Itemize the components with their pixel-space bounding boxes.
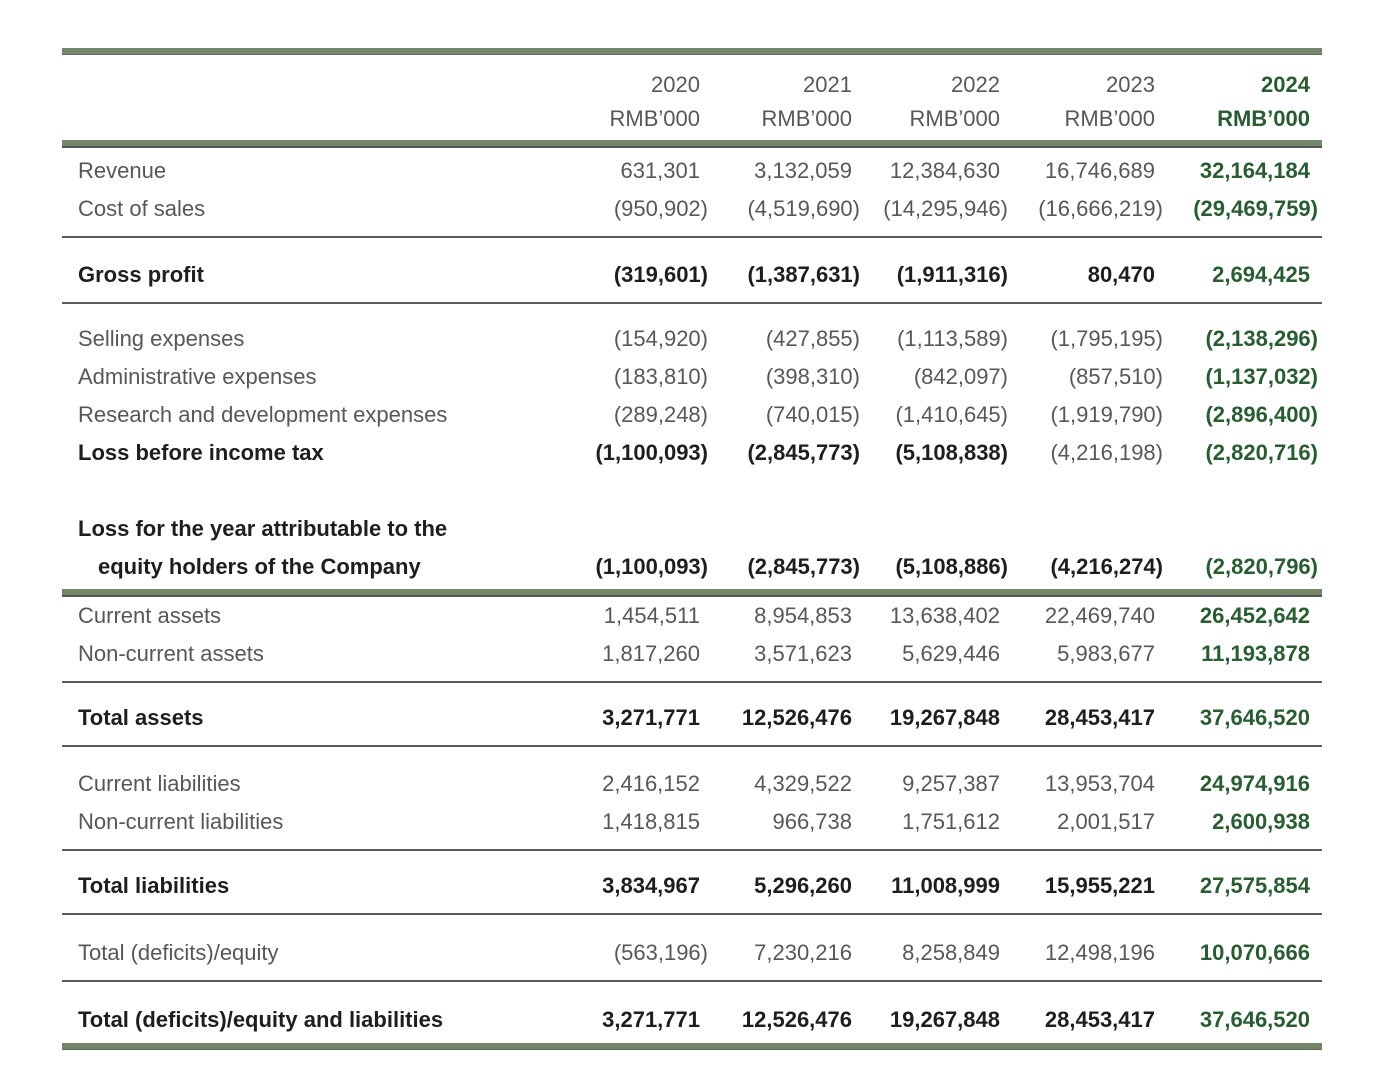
value-2023: 16,746,689	[1044, 158, 1155, 183]
value-2020: (289,248)	[613, 402, 708, 427]
year-header-2021: 2021	[803, 72, 852, 97]
row-label: Non-current assets	[78, 641, 264, 666]
row-label-line1: Loss for the year attributable to the	[78, 516, 448, 541]
value-2021: 5,296,260	[754, 873, 852, 898]
value-2022: 19,267,848	[889, 705, 1000, 730]
row-current-liabilities	[62, 765, 1322, 803]
value-2024: 10,070,666	[1199, 940, 1310, 965]
value-2023: 2,001,517	[1057, 809, 1155, 834]
unit-label-2024: RMB’000	[1217, 106, 1310, 131]
value-2020: 631,301	[620, 158, 700, 183]
value-2022: 13,638,402	[889, 603, 1000, 628]
value-2022: (1,911,316)	[896, 262, 1008, 287]
row-total-assets	[62, 699, 1322, 737]
row-selling-expenses	[62, 320, 1322, 358]
row-total-deficits-equity	[62, 934, 1322, 972]
unit-label-2023: RMB’000	[1064, 106, 1155, 131]
year-header-2022: 2022	[951, 72, 1000, 97]
value-2023: 13,953,704	[1044, 771, 1155, 796]
unit-label-2021: RMB’000	[761, 106, 852, 131]
value-2024: (2,138,296)	[1205, 326, 1318, 351]
row-label: Current assets	[78, 603, 222, 628]
year-header-row	[62, 68, 1322, 102]
value-2020: 3,271,771	[602, 1007, 700, 1032]
row-loss-for-year-line1	[62, 510, 1322, 548]
row-research-development-expenses	[62, 396, 1322, 434]
row-non-current-assets	[62, 635, 1322, 673]
row-loss-before-income-tax	[62, 434, 1322, 472]
value-2021: 8,954,853	[754, 603, 852, 628]
value-2024: (2,896,400)	[1205, 402, 1318, 427]
value-2020: (154,920)	[613, 326, 708, 351]
value-2024: 26,452,642	[1199, 603, 1310, 628]
row-label: Cost of sales	[78, 196, 206, 221]
value-2020: (1,100,093)	[595, 440, 708, 465]
section-separator-bar	[62, 589, 1322, 597]
value-2020: (183,810)	[613, 364, 708, 389]
value-2024: 2,694,425	[1212, 262, 1310, 287]
row-total-liabilities	[62, 867, 1322, 905]
row-label: Revenue	[78, 158, 167, 183]
row-label: Administrative expenses	[78, 364, 317, 389]
row-label: Gross profit	[78, 262, 204, 287]
row-cost-of-sales	[62, 190, 1322, 228]
value-2024: 24,974,916	[1199, 771, 1310, 796]
value-2023: 22,469,740	[1044, 603, 1155, 628]
value-2020: (563,196)	[613, 940, 708, 965]
value-2022: (1,410,645)	[895, 402, 1008, 427]
unit-header-row	[62, 102, 1322, 136]
value-2023: (1,919,790)	[1050, 402, 1163, 427]
value-2024: (2,820,796)	[1205, 554, 1318, 579]
row-label-line2: equity holders of the Company	[98, 554, 421, 579]
value-2020: (319,601)	[613, 262, 708, 287]
header-separator-bar	[62, 140, 1322, 148]
value-2022: 9,257,387	[902, 771, 1000, 796]
value-2022: 1,751,612	[902, 809, 1000, 834]
value-2024: 32,164,184	[1199, 158, 1310, 183]
value-2022: (1,113,589)	[897, 326, 1008, 351]
value-2022: 19,267,848	[889, 1007, 1000, 1032]
year-header-2024: 2024	[1261, 72, 1310, 97]
row-administrative-expenses	[62, 358, 1322, 396]
value-2021: 7,230,216	[754, 940, 852, 965]
row-label: Total liabilities	[78, 873, 230, 898]
value-2023: 5,983,677	[1057, 641, 1155, 666]
value-2023: (4,216,274)	[1050, 554, 1163, 579]
value-2024: (29,469,759)	[1193, 196, 1318, 221]
value-2022: (5,108,886)	[895, 554, 1008, 579]
bottom-border-bar	[62, 1043, 1322, 1050]
value-2021: (1,387,631)	[747, 262, 860, 287]
value-2023: (16,666,219)	[1038, 196, 1163, 221]
value-2024: (1,137,032)	[1205, 364, 1318, 389]
separator-rule	[62, 913, 1322, 915]
value-2022: 8,258,849	[902, 940, 1000, 965]
value-2023: 80,470	[1087, 262, 1155, 287]
value-2020: 1,454,511	[603, 603, 700, 628]
row-label: Non-current liabilities	[78, 809, 284, 834]
value-2020: 1,817,260	[602, 641, 700, 666]
value-2021: (398,310)	[765, 364, 860, 389]
row-label: Total (deficits)/equity	[78, 940, 279, 965]
top-border-bar	[62, 48, 1322, 55]
row-label: Total assets	[78, 705, 204, 730]
value-2023: (4,216,198)	[1050, 440, 1163, 465]
value-2022: (842,097)	[913, 364, 1008, 389]
financial-summary-table	[62, 48, 1322, 1050]
value-2022: 5,629,446	[902, 641, 1000, 666]
value-2024: 2,600,938	[1212, 809, 1310, 834]
year-header-2020: 2020	[651, 72, 700, 97]
row-label: Loss before income tax	[78, 440, 324, 465]
value-2021: 12,526,476	[741, 1007, 852, 1032]
row-gross-profit	[62, 256, 1322, 294]
value-2021: 12,526,476	[741, 705, 852, 730]
value-2021: (2,845,773)	[747, 554, 860, 579]
row-revenue	[62, 152, 1322, 190]
separator-rule	[62, 302, 1322, 304]
row-label: Research and development expenses	[78, 402, 448, 427]
value-2021: 966,738	[772, 809, 852, 834]
value-2021: 3,132,059	[754, 158, 852, 183]
separator-rule	[62, 849, 1322, 851]
unit-label-2020: RMB’000	[609, 106, 700, 131]
separator-rule	[62, 236, 1322, 238]
value-2023: 15,955,221	[1044, 873, 1155, 898]
value-2024: 27,575,854	[1199, 873, 1310, 898]
value-2020: 1,418,815	[602, 809, 700, 834]
value-2022: 12,384,630	[889, 158, 1000, 183]
value-2021: 3,571,623	[754, 641, 852, 666]
unit-label-2022: RMB’000	[909, 106, 1000, 131]
value-2023: 28,453,417	[1044, 1007, 1155, 1032]
value-2024: 11,193,878	[1201, 641, 1310, 666]
value-2024: 37,646,520	[1199, 705, 1310, 730]
row-loss-for-year-line2	[62, 548, 1322, 586]
row-total-deficits-equity-and-liabilities	[62, 1001, 1322, 1039]
separator-rule	[62, 681, 1322, 683]
row-label: Total (deficits)/equity and liabilities	[78, 1007, 444, 1032]
value-2023: (1,795,195)	[1050, 326, 1163, 351]
value-2021: (2,845,773)	[747, 440, 860, 465]
row-non-current-liabilities	[62, 803, 1322, 841]
separator-rule	[62, 745, 1322, 747]
row-label: Current liabilities	[78, 771, 241, 796]
value-2023: 28,453,417	[1044, 705, 1155, 730]
value-2022: (5,108,838)	[895, 440, 1008, 465]
value-2022: (14,295,946)	[883, 196, 1008, 221]
row-current-assets	[62, 597, 1322, 635]
value-2020: (950,902)	[613, 196, 708, 221]
value-2020: 2,416,152	[602, 771, 700, 796]
row-label: Selling expenses	[78, 326, 245, 351]
value-2021: (4,519,690)	[747, 196, 860, 221]
value-2021: (427,855)	[765, 326, 860, 351]
value-2022: 11,008,999	[891, 873, 1000, 898]
value-2021: (740,015)	[765, 402, 860, 427]
value-2020: 3,834,967	[602, 873, 700, 898]
value-2020: (1,100,093)	[595, 554, 708, 579]
value-2020: 3,271,771	[602, 705, 700, 730]
separator-rule	[62, 980, 1322, 982]
value-2023: (857,510)	[1068, 364, 1163, 389]
value-2021: 4,329,522	[754, 771, 852, 796]
value-2024: (2,820,716)	[1205, 440, 1318, 465]
value-2023: 12,498,196	[1044, 940, 1155, 965]
year-header-2023: 2023	[1106, 72, 1155, 97]
value-2024: 37,646,520	[1199, 1007, 1310, 1032]
